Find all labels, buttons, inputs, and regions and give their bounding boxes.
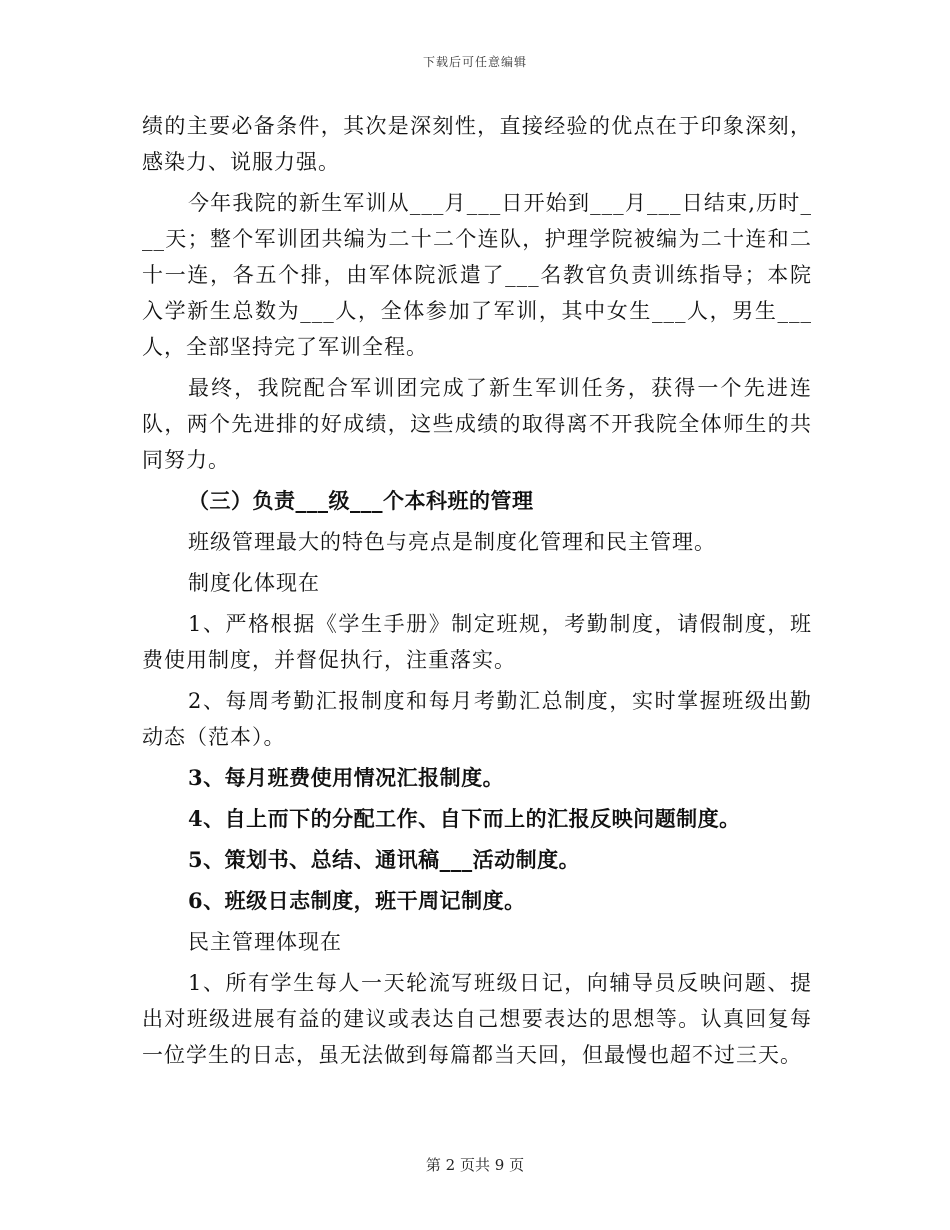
paragraph-14: 1、所有学生每人一天轮流写班级日记，向辅导员反映问题、提出对班级进展有益的建议或表达自己想要表达的思想等。认真回复每一位学生的日志，虽无法做到每篇都当天回，但最慢也超不过三天。 [142,971,812,1067]
page-footer: 第 2 页共 9 页 [425,1156,525,1174]
paragraph-5: 班级管理最大的特色与亮点是制度化管理和民主管理。 [188,530,716,554]
list-item-3: 3、每月班费使用情况汇报制度。 [188,765,505,790]
paragraph-13: 民主管理体现在 [188,930,342,954]
paragraph-2: 今年我院的新生军训从___月___日开始到___月___日结束,历时___天；整个军训团共编为二十二个连队，护理学院被编为二十连和二十一连，各五个排，由军体院派遣了___名教官负责训练指导；本院入学新生总数为___人，全体参加了军训，其中女生___人，男生___人，全部坚持完了军训全程。 [142,191,812,359]
page-header: 下载后可任意编辑 [422,55,527,69]
document-body [142,108,812,1078]
list-item-5: 5、策划书、总结、通讯稿___活动制度。 [188,847,581,872]
list-item-6: 6、班级日志制度，班干周记制度。 [188,888,526,913]
paragraph-1: 绩的主要必备条件，其次是深刻性，直接经验的优点在于印象深刻，感染力、说服力强。 [142,114,812,174]
paragraph-6: 制度化体现在 [188,571,320,595]
section-heading: （三）负责___级___个本科班的管理 [188,488,534,513]
paragraph-3: 最终，我院配合军训团完成了新生军训任务，获得一个先进连队，两个先进排的好成绩，这些成绩的取得离不开我院全体师生的共同努力。 [142,376,812,472]
list-item-2: 2、每周考勤汇报制度和每月考勤汇总制度，实时掌握班级出勤动态（范本）。 [142,689,812,749]
list-item-1: 1、严格根据《学生手册》制定班规，考勤制度，请假制度，班费使用制度，并督促执行，注重落实。 [142,612,812,672]
list-item-4: 4、自上而下的分配工作、自下而上的汇报反映问题制度。 [188,806,741,831]
